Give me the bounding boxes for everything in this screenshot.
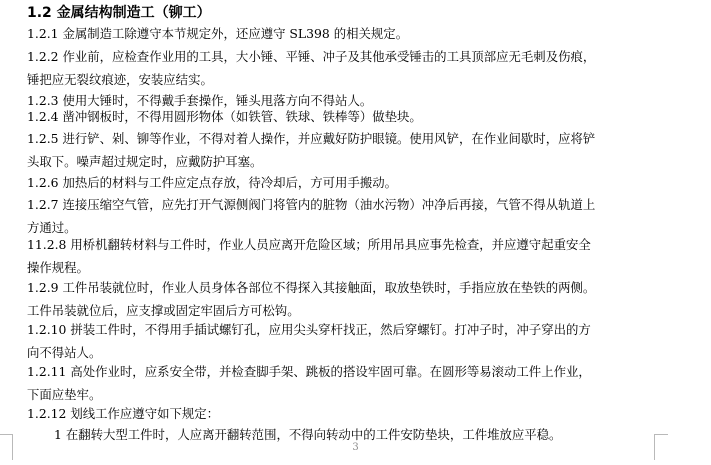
paragraph-line: 1.2.2 作业前，应检查作业用的工具，大小锤、平锤、冲子及其他承受锤击的工具顶部应无毛刺及伤痕， [27, 49, 596, 64]
paragraph-1-2-5 [27, 127, 687, 173]
paragraph-1-2-4 [27, 105, 687, 128]
crop-mark-right [654, 434, 668, 435]
crop-mark-left [0, 434, 12, 435]
paragraph-line: 1.2.5 进行铲、剁、铆等作业，不得对着人操作，并应戴好防护眼镜。使用风铲，在作业间歇时，应将铲 [27, 131, 596, 146]
paragraph-1-2-12 [27, 402, 687, 425]
paragraph-1-2-11 [27, 360, 687, 406]
paragraph-line: 1.2.3 使用大锤时，不得戴手套操作，锤头甩落方向不得站人。 [27, 93, 373, 108]
paragraph-line: 工件吊装就位后，应支撑或固定牢固后方可松钩。 [27, 303, 300, 318]
paragraph-line: 下面应垫牢。 [27, 387, 102, 402]
paragraph-1-2-10 [27, 318, 687, 364]
paragraph-1-2-2 [27, 45, 687, 91]
paragraph-line: 向不得站人。 [27, 345, 102, 360]
page-number: 3 [352, 442, 359, 453]
paragraph-line: 1 在翻转大型工件时，人应离开翻转范围，不得向转动中的工件安防垫块，工件堆放应平稳。 [54, 427, 562, 442]
paragraph-line: 1.2.4 凿冲钢板时，不得用圆形物体（如铁管、铁球、铁棒等）做垫块。 [27, 109, 422, 124]
paragraph-line: 操作规程。 [27, 260, 89, 275]
paragraph-line: 1.2.10 拼装工件时，不得用手插试螺钉孔，应用尖头穿杆找正，然后穿螺钉。打冲子时，冲子穿出的方 [27, 322, 591, 337]
paragraph-line: 1.2.9 工件吊装就位时，作业人员身体各部位不得探入其接触面，取放垫铁时，手指应放在垫铁的两侧。 [27, 280, 596, 295]
paragraph-line: 1.2.6 加热后的材料与工件应定点存放，待冷却后，方可用手搬动。 [27, 175, 398, 190]
paragraph-11-2-8 [27, 233, 687, 279]
paragraph-1-2-6 [27, 171, 687, 194]
paragraph-line: 1.2.7 连接压缩空气管，应先打开气源侧阀门将管内的脏物（油水污物）冲净后再接，气管不得从轨道上 [27, 197, 596, 212]
paragraph-line: 头取下。噪声超过规定时，应戴防护耳塞。 [27, 154, 263, 169]
paragraph-line: 1.2.1 金属制造工除遵守本节规定外，还应遵守 SL398 的相关规定。 [27, 26, 409, 41]
paragraph-line: 1.2.11 高处作业时，应系安全带，并检查脚手架、跳板的搭设牢固可靠。在圆形等易滚动工件上作业， [27, 364, 591, 379]
paragraph-line: 11.2.8 用桥机翻转材料与工件时，作业人员应离开危险区域；所用吊具应事先检查，并应遵守起重安全 [27, 237, 591, 252]
paragraph-1-2-1 [27, 22, 687, 45]
section-title: 1.2 金属结构制造工（铆工） [27, 5, 211, 21]
paragraph-line: 锤把应无裂纹痕迹，安装应结实。 [27, 72, 213, 87]
paragraph-line: 1.2.12 划线工作应遵守如下规定： [27, 406, 220, 421]
paragraph-1-2-9 [27, 276, 687, 322]
paragraph-line: 方通过。 [27, 220, 77, 235]
